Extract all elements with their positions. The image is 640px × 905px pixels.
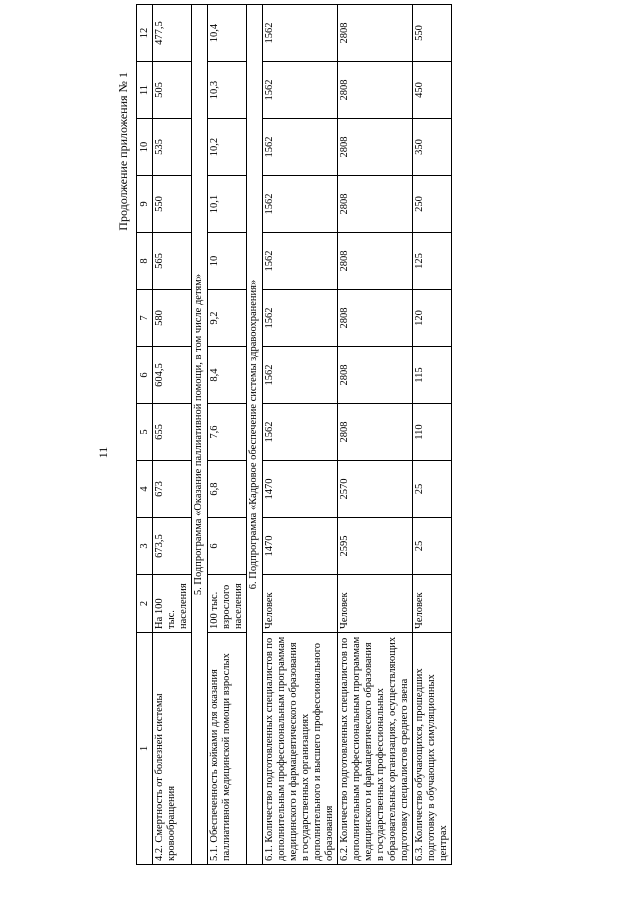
value-cell: 2808 (338, 176, 413, 233)
column-number: 4 (137, 461, 153, 518)
value-cell: 25 (413, 518, 452, 575)
column-number: 9 (137, 176, 153, 233)
value-cell: 2808 (338, 347, 413, 404)
annex-title: Продолжение приложения № 1 (116, 72, 130, 231)
value-cell: 580 (153, 290, 192, 347)
unit: Человек (263, 575, 338, 633)
value-cell: 250 (413, 176, 452, 233)
page-number: 11 (96, 446, 110, 459)
value-cell: 1562 (263, 290, 338, 347)
column-number-row (137, 5, 153, 865)
table-row (338, 5, 413, 865)
column-number: 5 (137, 404, 153, 461)
value-cell: 10,2 (208, 119, 247, 176)
section-row (247, 5, 263, 865)
column-number: 6 (137, 347, 153, 404)
value-cell: 25 (413, 461, 452, 518)
indicator-name: 6.2. Количество подготовленных специалистов по дополнительным профессиональным программам медицинского и фармацевтического образования в государственных профессиональных образовательных организациях, осуществляющих подготовку специалистов среднего звена (338, 633, 413, 865)
value-cell: 1562 (263, 347, 338, 404)
column-number: 7 (137, 290, 153, 347)
column-number: 1 (137, 633, 153, 865)
value-cell: 1562 (263, 62, 338, 119)
unit: Человек (413, 575, 452, 633)
unit: 100 тыс. взрослого населения (208, 575, 247, 633)
indicator-name: 6.3. Количество обучающихся, прошедших подготовку в обучающих симуляционных центрах (413, 633, 452, 865)
indicator-name: 6.1. Количество подготовленных специалистов по дополнительным профессиональным программам медицинского и фармацевтического образования в государственных организациях дополнительного и высшего профессионального образования (263, 633, 338, 865)
value-cell: 1562 (263, 5, 338, 62)
table-row (413, 5, 452, 865)
indicator-name: 5.1. Обеспеченность койками для оказания паллиативной медицинской помощи взрослых (208, 633, 247, 865)
value-cell: 10,4 (208, 5, 247, 62)
value-cell: 1562 (263, 119, 338, 176)
value-cell: 2808 (338, 119, 413, 176)
section-row (192, 5, 208, 865)
value-cell: 565 (153, 233, 192, 290)
indicators-table (136, 4, 452, 865)
value-cell: 9,2 (208, 290, 247, 347)
value-cell: 115 (413, 347, 452, 404)
value-cell: 120 (413, 290, 452, 347)
value-cell: 655 (153, 404, 192, 461)
value-cell: 2570 (338, 461, 413, 518)
value-cell: 8,4 (208, 347, 247, 404)
value-cell: 450 (413, 62, 452, 119)
section-title: 6. Подпрограмма «Кадровое обеспечение системы здравоохранения» (247, 5, 263, 865)
table-row (208, 5, 247, 865)
column-number: 2 (137, 575, 153, 633)
value-cell: 2808 (338, 5, 413, 62)
value-cell: 535 (153, 119, 192, 176)
unit: На 100 тыс. населения (153, 575, 192, 633)
value-cell: 550 (413, 5, 452, 62)
value-cell: 1562 (263, 233, 338, 290)
value-cell: 10 (208, 233, 247, 290)
value-cell: 2808 (338, 62, 413, 119)
indicator-name: 4.2. Смертность от болезней системы кровообращения (153, 633, 192, 865)
table-row (153, 5, 192, 865)
table-row (263, 5, 338, 865)
value-cell: 604,5 (153, 347, 192, 404)
unit: Человек (338, 575, 413, 633)
column-number: 8 (137, 233, 153, 290)
value-cell: 6,8 (208, 461, 247, 518)
value-cell: 2808 (338, 290, 413, 347)
value-cell: 477,5 (153, 5, 192, 62)
column-number: 10 (137, 119, 153, 176)
value-cell: 673,5 (153, 518, 192, 575)
value-cell: 125 (413, 233, 452, 290)
value-cell: 1470 (263, 518, 338, 575)
section-title: 5. Подпрограмма «Оказание паллиативной помощи, в том числе детям» (192, 5, 208, 865)
value-cell: 10,1 (208, 176, 247, 233)
column-number: 3 (137, 518, 153, 575)
value-cell: 2808 (338, 233, 413, 290)
value-cell: 1470 (263, 461, 338, 518)
column-number: 11 (137, 62, 153, 119)
value-cell: 505 (153, 62, 192, 119)
value-cell: 2595 (338, 518, 413, 575)
value-cell: 6 (208, 518, 247, 575)
value-cell: 350 (413, 119, 452, 176)
value-cell: 7,6 (208, 404, 247, 461)
value-cell: 673 (153, 461, 192, 518)
value-cell: 10,3 (208, 62, 247, 119)
value-cell: 550 (153, 176, 192, 233)
value-cell: 110 (413, 404, 452, 461)
value-cell: 2808 (338, 404, 413, 461)
value-cell: 1562 (263, 176, 338, 233)
column-number: 12 (137, 5, 153, 62)
value-cell: 1562 (263, 404, 338, 461)
